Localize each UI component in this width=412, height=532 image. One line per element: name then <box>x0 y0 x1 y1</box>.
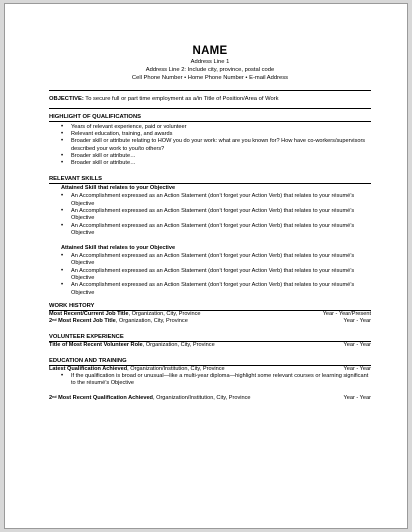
job-rank: 2 <box>49 318 53 325</box>
list-item: • If the qualification is broad or unusual—like a multi-year diploma—highlight some relevant courses or learning significant to the résumé’s Objective <box>71 373 371 388</box>
list-item: • An Accomplishment expressed as an Action Statement (don’t forget your Action Verb) that relates to your résumé’s Objective <box>71 223 371 238</box>
address-line-1: Address Line 1 <box>190 59 230 65</box>
skill-list <box>49 193 371 237</box>
objective <box>49 91 371 108</box>
qualification-details: , Organization/Institution, City, Province <box>127 365 225 372</box>
qualification-dates: Year - Year <box>343 394 371 401</box>
job-details: , Organization, City, Province <box>115 318 188 325</box>
skills-title: RELEVANT SKILLS <box>49 176 103 183</box>
list-item: • An Accomplishment expressed as an Action Statement (don’t forget your Action Verb) that relates to your résumé’s Objective <box>71 208 371 223</box>
volunteer-title: VOLUNTEER EXPERIENCE <box>49 333 124 340</box>
education-section <box>49 358 371 402</box>
divider <box>49 108 371 109</box>
education-notes <box>49 373 371 388</box>
highlights-section <box>49 114 371 168</box>
list-item: • Broader skill or attribute… <box>71 160 371 167</box>
highlights-title: HIGHLIGHT OF QUALIFICATIONS <box>49 113 141 120</box>
job-dates: Year - Year <box>343 318 371 325</box>
job-details: , Organization, City, Province <box>128 310 201 317</box>
objective-label: OBJECTIVE: <box>49 95 84 102</box>
list-item: • Relevant education, training, and awards <box>71 131 371 138</box>
ordinal-suffix: nd <box>52 318 57 323</box>
list-item: • An Accomplishment expressed as an Action Statement (don’t forget your Action Verb) that relates to your résumé’s Objective <box>71 282 371 297</box>
volunteer-section <box>49 334 371 349</box>
section-underline <box>49 121 371 122</box>
list-item: • An Accomplishment expressed as an Action Statement (don’t forget your Action Verb) that relates to your résumé’s Objective <box>71 268 371 283</box>
highlights-list <box>49 124 371 168</box>
qualification-details: , Organization/Institution, City, Province <box>152 394 251 401</box>
list-item: • Broader skill or attribute… <box>71 153 371 160</box>
qualification-rank: 2 <box>49 394 53 401</box>
list-item: • An Accomplishment expressed as an Action Statement (don’t forget your Action Verb) that relates to your résumé’s Objective <box>71 253 371 268</box>
qualification-title: Most Recent Qualification Achieved <box>56 394 153 401</box>
skill-heading: Attained Skill that relates to your Objective <box>61 245 176 252</box>
objective-text: To secure full or part time employment as a/in Title of Position/Area of Work <box>83 95 279 102</box>
skills-section <box>49 176 371 297</box>
list-item: • Years of relevant experience, paid or volunteer <box>71 124 371 131</box>
volunteer-row <box>49 342 371 349</box>
work-section <box>49 303 371 326</box>
resume-page <box>4 3 408 529</box>
resume-content <box>49 44 371 402</box>
list-item: • Broader skill or attribute relating to HOW you do your work: what are you known for? How have co-workers/supervisors described your work to you/to others? <box>71 138 371 153</box>
volunteer-details: , Organization, City, Province <box>142 341 215 348</box>
work-title: WORK HISTORY <box>49 302 95 309</box>
job-title: Most Recent Job Title <box>56 318 116 325</box>
job-title: Most Recent/Current Job Title <box>49 310 129 317</box>
job-dates: Year - Year/Present <box>322 310 371 317</box>
education-title: EDUCATION AND TRAINING <box>49 357 127 364</box>
section-underline <box>49 183 371 184</box>
qualification-title: Latest Qualification Achieved <box>49 365 128 372</box>
skill-heading: Attained Skill that relates to your Objective <box>61 185 176 192</box>
list-item: • An Accomplishment expressed as an Action Statement (don’t forget your Action Verb) that relates to your résumé’s Objective <box>71 193 371 208</box>
job-row <box>49 311 371 318</box>
education-row <box>49 366 371 373</box>
education-row <box>49 395 371 402</box>
contact-line: Cell Phone Number • Home Phone Number • E-mail Address <box>131 75 289 82</box>
qualification-dates: Year - Year <box>343 365 371 372</box>
job-row <box>49 318 371 325</box>
volunteer-role: Title of Most Recent Volunteer Role <box>49 341 143 348</box>
resume-name: NAME <box>192 45 228 57</box>
address-line-2: Address Line 2: Include city, province, postal code <box>145 67 275 74</box>
skill-list <box>49 253 371 297</box>
ordinal-suffix: nd <box>52 394 57 399</box>
volunteer-dates: Year - Year <box>343 341 371 348</box>
